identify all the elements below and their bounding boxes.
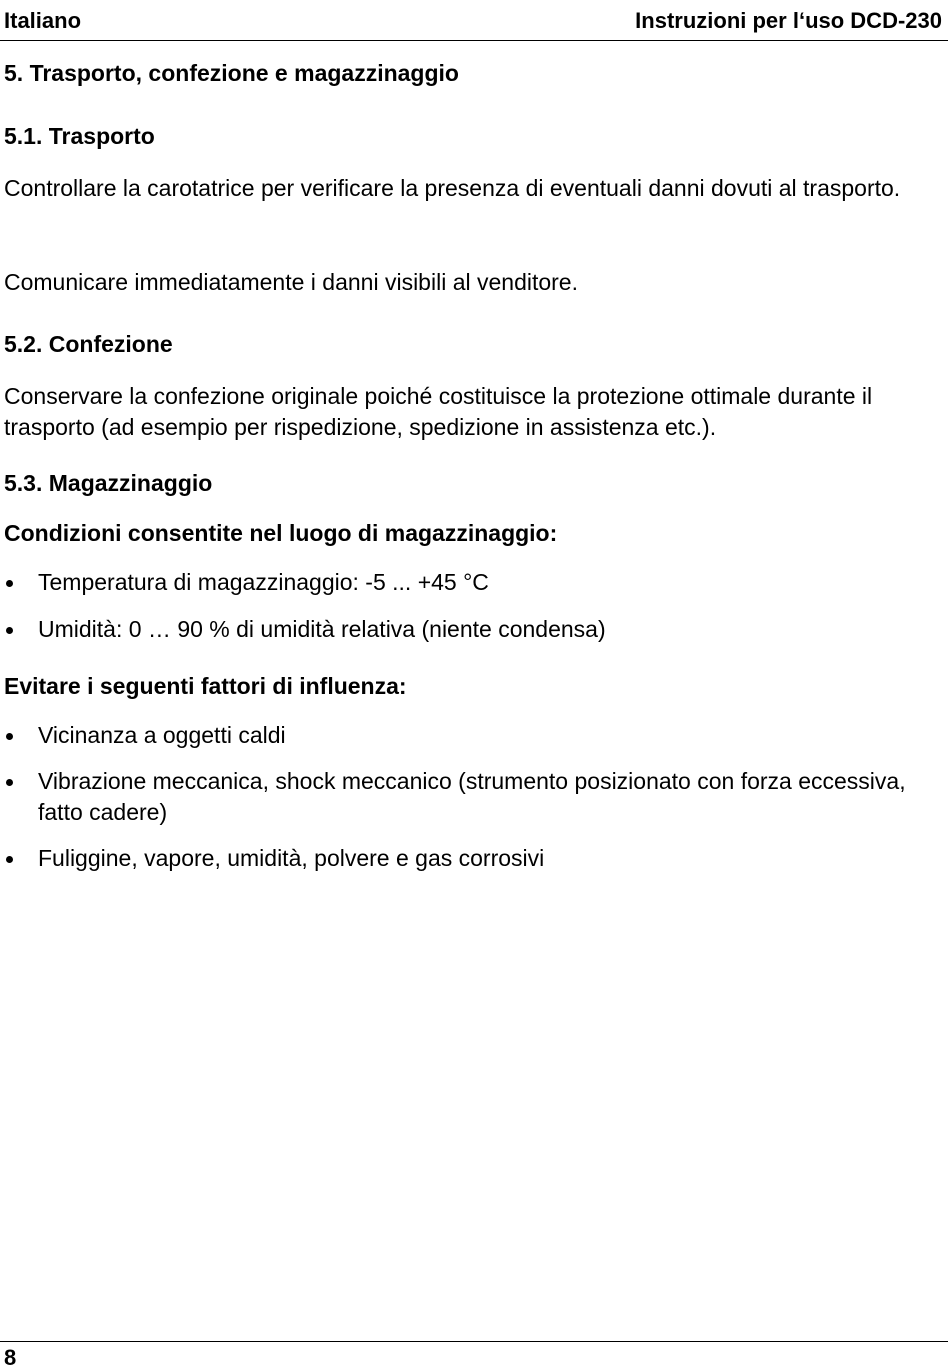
header-language: Italiano	[4, 8, 82, 33]
list-item-text: Vicinanza a oggetti caldi	[38, 722, 286, 748]
list-item-text: Temperatura di magazzinaggio: -5 ... +45 °C	[38, 569, 489, 595]
subsection-title-packaging: 5.2. Confezione	[4, 331, 173, 357]
bullet-icon	[6, 779, 13, 786]
transport-paragraph-1: Controllare la carotatrice per verificare la presenza di eventuali danni dovuti al trasporto.	[4, 175, 901, 201]
page-number: 8	[4, 1345, 17, 1370]
packaging-paragraph: Conservare la confezione originale poiché costituisce la protezione ottimale durante il trasporto (ad esempio per rispedizione, spedizione in assistenza etc.).	[4, 383, 873, 440]
transport-paragraph-2: Comunicare immediatamente i danni visibili al venditore.	[4, 269, 578, 295]
header-divider	[0, 40, 948, 41]
list-item-text: Fuliggine, vapore, umidità, polvere e gas corrosivi	[38, 845, 545, 871]
list-item-text: Umidità: 0 … 90 % di umidità relativa (niente condensa)	[38, 616, 606, 642]
list-item	[4, 843, 924, 874]
list-item	[4, 567, 924, 598]
storage-conditions-heading: Condizioni consentite nel luogo di magazzinaggio:	[4, 520, 558, 546]
subsection-title-transport: 5.1. Trasporto	[4, 123, 155, 149]
section-title: 5. Trasporto, confezione e magazzinaggio	[4, 60, 459, 86]
footer-divider	[0, 1341, 948, 1342]
list-item	[4, 720, 924, 751]
list-item-text: Vibrazione meccanica, shock meccanico (strumento posizionato con forza eccessiva, fatto cadere)	[38, 768, 906, 825]
bullet-icon	[6, 856, 13, 863]
page-header	[0, 4, 950, 40]
bullet-icon	[6, 627, 13, 634]
bullet-icon	[6, 580, 13, 587]
bullet-icon	[6, 733, 13, 740]
header-manual-title: Instruzioni per l‘uso DCD-230	[635, 8, 942, 33]
list-item	[4, 766, 909, 828]
subsection-title-storage: 5.3. Magazzinaggio	[4, 470, 213, 496]
list-item	[4, 614, 924, 645]
storage-avoid-heading: Evitare i seguenti fattori di influenza:	[4, 673, 407, 699]
